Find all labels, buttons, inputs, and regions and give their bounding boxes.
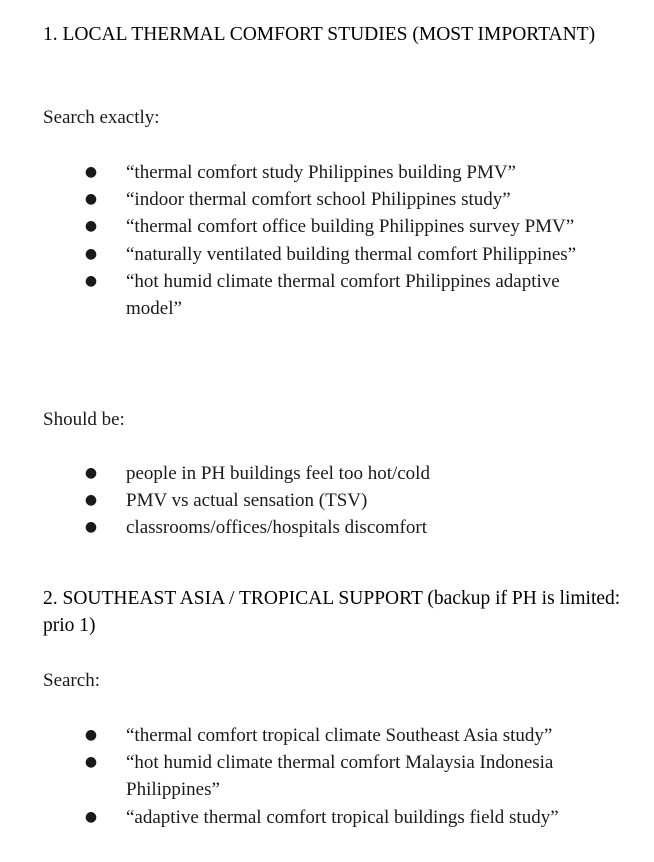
bullet-icon: ● bbox=[84, 727, 98, 743]
section-2-heading: 2. SOUTHEAST ASIA / TROPICAL SUPPORT (backup if PH is limited: prio 1) bbox=[43, 588, 621, 636]
section-2-search-list bbox=[0, 722, 654, 831]
bullet-icon: ● bbox=[84, 465, 98, 481]
section-1-should-list bbox=[0, 460, 654, 542]
bullet-icon: ● bbox=[84, 218, 98, 235]
section-1-search-list bbox=[0, 159, 654, 322]
list-item-text: PMV vs actual sensation (TSV) bbox=[126, 490, 368, 512]
list-item bbox=[0, 159, 654, 186]
section-1-search-label: Search exactly: bbox=[43, 107, 160, 128]
list-item-text: “adaptive thermal comfort tropical buildings field study” bbox=[126, 806, 559, 828]
list-item-text: “naturally ventilated building thermal comfort Philippines” bbox=[126, 243, 577, 265]
list-item bbox=[0, 460, 654, 487]
list-item bbox=[0, 514, 654, 541]
list-item bbox=[0, 749, 654, 803]
list-item bbox=[0, 804, 654, 831]
list-item-text: classrooms/offices/hospitals discomfort bbox=[126, 517, 427, 539]
section-1-heading: 1. LOCAL THERMAL COMFORT STUDIES (MOST IMPORTANT) bbox=[43, 24, 596, 45]
list-item-text: “thermal comfort office building Philippines survey PMV” bbox=[126, 216, 575, 238]
list-item bbox=[0, 241, 654, 268]
list-item-text: people in PH buildings feel too hot/cold bbox=[126, 463, 430, 484]
list-item-text: “hot humid climate thermal comfort Malaysia Indonesia Philippines” bbox=[126, 752, 554, 801]
list-item bbox=[0, 186, 654, 213]
list-item-text: “thermal comfort study Philippines building PMV” bbox=[126, 162, 516, 183]
bullet-icon: ● bbox=[84, 191, 98, 208]
bullet-icon: ● bbox=[84, 519, 98, 536]
bullet-icon: ● bbox=[84, 492, 98, 509]
list-item bbox=[0, 268, 654, 322]
list-item-text: “hot humid climate thermal comfort Philippines adaptive model” bbox=[126, 270, 560, 320]
bullet-icon: ● bbox=[84, 272, 98, 289]
list-item-text: “thermal comfort tropical climate Southeast Asia study” bbox=[126, 725, 553, 746]
list-item bbox=[0, 213, 654, 240]
list-item bbox=[0, 487, 654, 514]
section-2-search-label: Search: bbox=[43, 670, 100, 691]
bullet-icon: ● bbox=[84, 808, 98, 825]
bullet-icon: ● bbox=[84, 754, 98, 771]
section-1-should-label: Should be: bbox=[43, 409, 125, 430]
bullet-icon: ● bbox=[84, 164, 98, 180]
list-item bbox=[0, 722, 654, 749]
list-item-text: “indoor thermal comfort school Philippines study” bbox=[126, 189, 511, 211]
bullet-icon: ● bbox=[84, 245, 98, 262]
